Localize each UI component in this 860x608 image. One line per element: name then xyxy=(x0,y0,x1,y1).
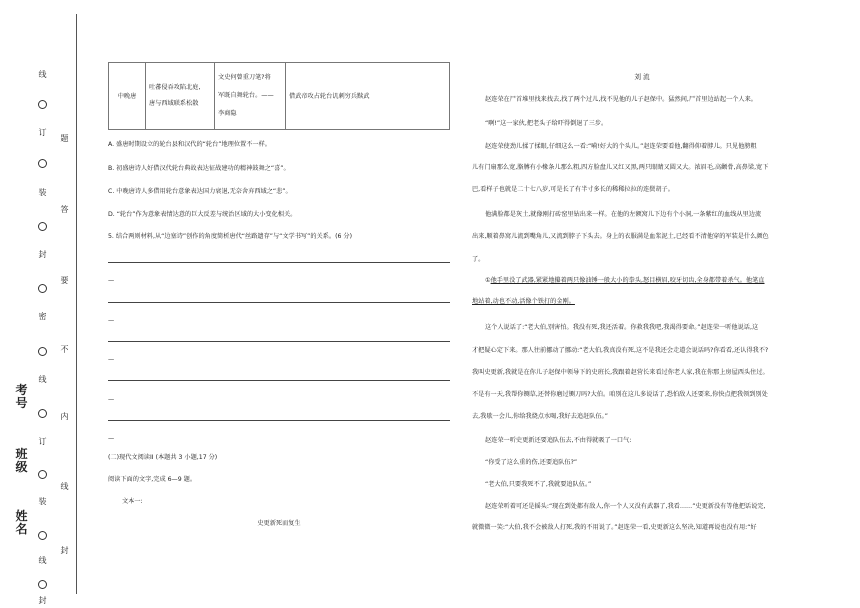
section-2-instruction: 阅读下面的文字,完成 6—9 题。 xyxy=(108,476,197,483)
option-a: A. 盛唐时期设立的轮台县和汉代的“轮台”地理位置不一样。 xyxy=(108,141,271,148)
answer-line xyxy=(108,420,450,421)
story-line: 赵连荣一听史更新还要追队伍去,不由得就吸了一口气: xyxy=(485,437,632,444)
binding-inner-char: 封 xyxy=(60,546,69,555)
story-line: 才把疑心定下来。那人往前挪动了挪动:“老大伯,我真没有死,这不是我还会走道会说话吗?你看看,还认得我不? xyxy=(472,347,769,354)
binding-circle xyxy=(38,222,47,231)
binding-margin xyxy=(0,0,80,608)
story-line: 出来,顺着鼻窝儿流到嘴角儿,又流到脖子下头去。身上的衣服满是血浆泥土,已经看不清他穿的军装是什么颜色 xyxy=(472,233,769,240)
answer-dash: — xyxy=(108,356,115,363)
story-line: 他满脸都是灰土,就像刚打砖窑里钻出来一样。在他的左额窝儿下边有个小洞,一条紫红的血线从里边流 xyxy=(485,211,762,218)
text-one-subtitle: 史更新死而复生 xyxy=(257,520,301,527)
story-line: “你受了这么重的伤,还要追队伍?” xyxy=(485,459,578,466)
table-cell-line: 吐蕃侵吞攻陷北庭, xyxy=(149,84,201,91)
story-line: 就微微一笑:“大伯,我不会被敌人打死,我的不用说了。”赵连荣一看,史更新这么坚决,知道再说也没有用:“好 xyxy=(472,524,757,531)
table-cell-history xyxy=(146,63,215,130)
answer-line xyxy=(108,302,450,303)
answer-dash: — xyxy=(108,277,115,284)
table-cell-period: 中晚唐 xyxy=(109,63,146,130)
binding-char: 订 xyxy=(38,128,47,137)
story-line: 赵连荣在尸首堆里找来找去,找了两个过儿,找不见他的儿子赵保中。猛然间,尸首里边站起一个人来。 xyxy=(485,96,757,103)
binding-inner-char: 内 xyxy=(60,412,69,421)
story-line xyxy=(485,275,825,284)
story-line: 不是有一天,我帮你铡草,还替你磨过铡刀吗?大伯。咱别在这儿多说话了,恐怕敌人还要来,你快点把我领到别处 xyxy=(472,391,768,398)
underlined-text: 他手里没了武器,紧紧地攥着两只像油锤一般大小的拳头,怒目横眉,咬牙切齿,全身都带着杀气。他笔直 xyxy=(490,277,765,284)
binding-inner-char: 答 xyxy=(60,205,69,214)
option-c: C. 中晚唐诗人多借用轮台意象表达国力衰退,无奈舍弃西域之“悲”。 xyxy=(108,188,292,195)
question-marker: ① xyxy=(485,277,491,284)
story-line: 去,我歇一会儿,你给我烧点水喝,我好去追赶队伍。” xyxy=(472,413,608,420)
option-b: B. 初盛唐诗人好借汉代轮台典故表达征战建功的精神鼓舞之“喜”。 xyxy=(108,165,290,172)
left-column xyxy=(108,62,450,527)
text-one-label: 文本一: xyxy=(122,498,143,505)
exam-number-label: 考号 xyxy=(15,383,28,410)
story-line: 我叫史更新,我就是在你儿子赵保中领导下的史班长,我跟着赵营长来看过你老人家,我在你那上房屋西头住过。 xyxy=(472,369,769,376)
underlined-text: 地站着,动也不动,活像个铁打的金刚。 xyxy=(472,298,575,305)
binding-circle xyxy=(38,409,47,418)
info-table xyxy=(108,62,450,130)
binding-char: 线 xyxy=(38,375,47,384)
binding-char: 线 xyxy=(38,70,47,79)
binding-char: 装 xyxy=(38,188,47,197)
table-cell-line: 文史何曾重刀笔?将 xyxy=(218,74,271,81)
name-label: 姓名 xyxy=(15,509,28,536)
story-line xyxy=(472,296,812,305)
binding-circle xyxy=(38,100,47,109)
binding-circle xyxy=(38,284,47,293)
binding-char: 封 xyxy=(38,250,47,259)
binding-inner-char: 要 xyxy=(60,276,69,285)
story-line: 赵连荣听着可还是摇头:“现在到处都有敌人,你一个人又没有武器了,我看……”史更新没有等他把话说完, xyxy=(485,503,766,510)
answer-dash: — xyxy=(108,317,115,324)
story-line: “啊!”这一家伙,把老头子给吓得倒退了三步。 xyxy=(485,120,608,127)
binding-char: 订 xyxy=(38,437,47,446)
story-line: 了。 xyxy=(472,256,485,263)
answer-line xyxy=(108,262,450,263)
table-cell-poem xyxy=(215,63,286,130)
section-2-heading: (二)现代文阅读II (本题共 3 小题,17 分) xyxy=(108,454,218,461)
binding-inner-char: 题 xyxy=(60,134,69,143)
table-row xyxy=(109,63,450,130)
binding-char: 装 xyxy=(38,497,47,506)
story-title: 刘 流 xyxy=(634,73,650,81)
binding-char: 封 xyxy=(38,596,47,605)
story-line: 这个人说话了:“老大伯,别害怕。我没有死,我还活着。你救我我吧,我渴得要命。”赵连荣一听他说话,这 xyxy=(485,324,759,331)
table-cell-meaning: 借武帝攻占轮台讥刺穷兵黩武 xyxy=(286,63,450,130)
story-line: “老大伯,只要我死不了,我就要追队伍。” xyxy=(485,481,592,488)
question-5: 5. 结合两则材料,从“边塞诗”创作的角度简析唐代“丝路遗存”与“文学书写”的关系。(6 分) xyxy=(108,233,352,240)
story-line: 巴,看样子也就是二十七八岁,可是长了有半寸多长的稀稀拉拉的连鬓胡子。 xyxy=(472,186,674,193)
answer-line xyxy=(108,341,450,342)
class-label: 班级 xyxy=(15,447,28,474)
option-d: D. “轮台”作为意象表情达意的巨大反差与统治区域的大小变化相关。 xyxy=(108,211,297,218)
story-line: 赵连荣使劲儿揉了揉眼,仔细这么一看:“嗬!好大的个头儿。”赵连荣要看他,翻得仰着脖儿。只见他膀粗 xyxy=(485,143,757,150)
binding-circle xyxy=(38,531,47,540)
table-cell-line: 军既自舞轮台。—— xyxy=(218,92,274,99)
table-cell-line: 李商隐 xyxy=(218,110,237,117)
binding-inner-char: 线 xyxy=(60,482,69,491)
answer-dash: — xyxy=(108,435,115,442)
answer-dash: — xyxy=(108,396,115,403)
binding-char: 密 xyxy=(38,312,47,321)
binding-circle xyxy=(38,159,47,168)
binding-circle xyxy=(38,580,47,589)
binding-inner-char: 不 xyxy=(60,345,69,354)
answer-line xyxy=(108,380,450,381)
binding-char: 线 xyxy=(38,556,47,565)
story-line: 儿有门扇那么宽,胳膊有小椽条儿那么粗,四方脸盘儿又红又黑,两只眼睛又圆又大。浓眉毛,高颧骨,高鼻梁,宽下 xyxy=(472,164,769,171)
binding-line xyxy=(76,14,77,594)
binding-circle xyxy=(38,347,47,356)
binding-circle xyxy=(38,470,47,479)
table-cell-line: 唐与西域联系松散 xyxy=(149,100,199,107)
